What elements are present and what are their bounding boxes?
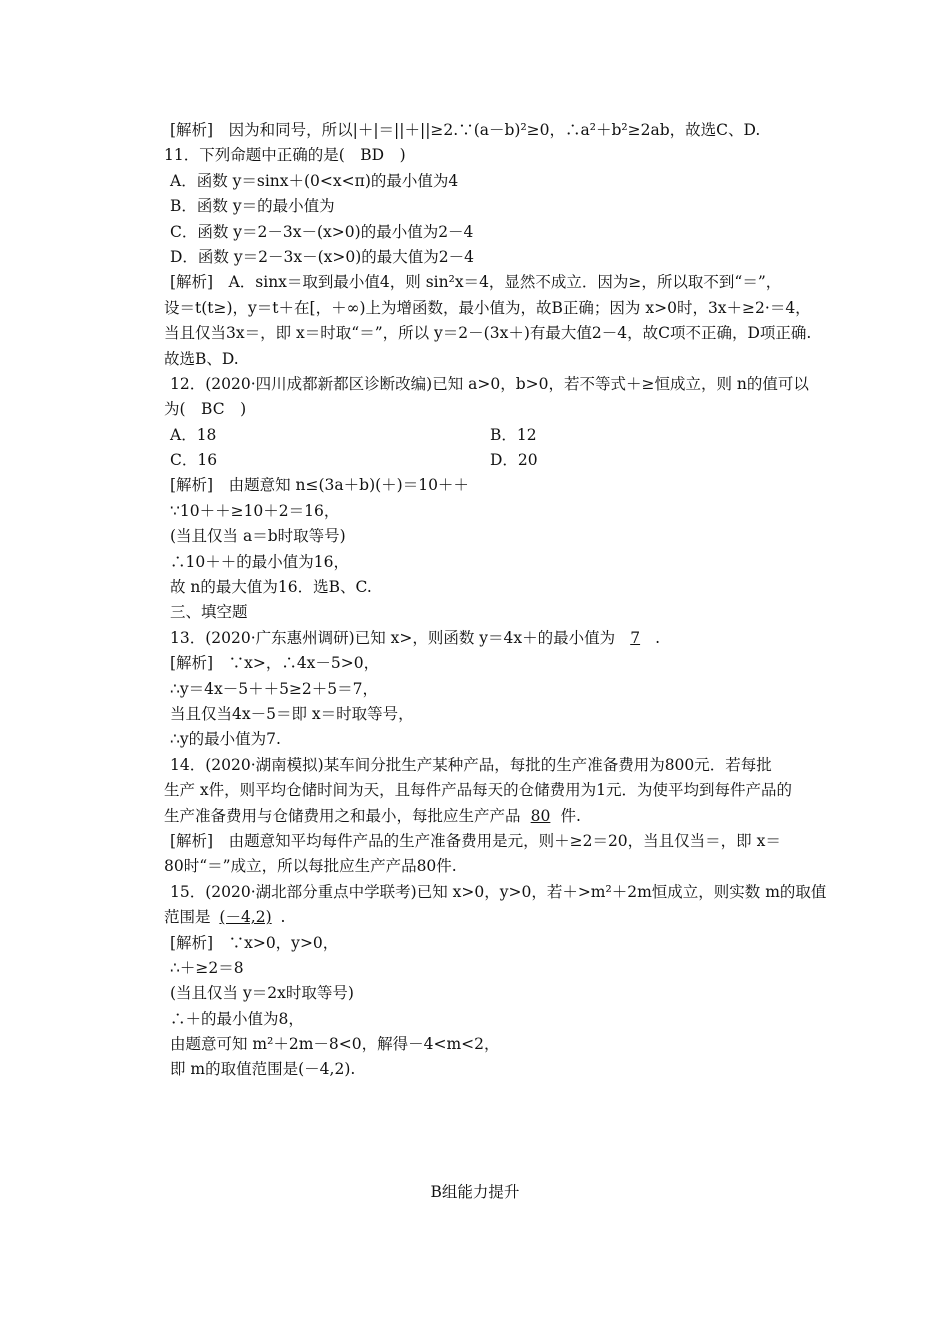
analysis-10: [解析] 因为和同号，所以|＋|＝||＋||≥2.∵(a－b)²≥0，∴a²＋b²≥2ab，故选C、D. (170, 121, 761, 139)
options-12-row2 (170, 448, 820, 473)
option-12-b: B．12 (490, 425, 537, 444)
section-title: B组能力提升 (430, 1183, 520, 1201)
analysis-14-line2: 80时“＝”成立，所以每批应生产产品80件. (164, 857, 457, 876)
analysis-11-line2: 设＝t(t≥)，y＝t＋在[，＋∞)上为增函数，最小值为，故B正确；因为 x>0时，3x＋≥2·＝4， (164, 298, 811, 317)
question-15-text: 范围是 (164, 908, 211, 927)
analysis-15-line3: (当且仅当 y＝2x时取等号) (170, 984, 354, 1003)
option-12-c: C．16 (170, 451, 218, 470)
option-11-a: A．函数 y＝sinx＋(0<x<π)的最小值为4 (170, 171, 459, 190)
analysis-13-line1: [解析] ∵x>，∴4x－5>0， (170, 654, 380, 673)
question-15-suffix: . (280, 908, 286, 927)
analysis-15-line4: ∴＋的最小值为8， (170, 1009, 304, 1028)
analysis-15-line1: [解析] ∵x>0，y>0， (170, 933, 339, 952)
analysis-13-line4: ∴y的最小值为7. (170, 730, 281, 749)
question-14-line3 (164, 804, 820, 829)
question-15-line1: 15．(2020·湖北部分重点中学联考)已知 x>0，y>0，若＋>m²＋2m恒成立，则实数 m的取值 (170, 882, 827, 901)
question-12-line2: 为( BC ) (164, 400, 247, 419)
question-14-line2: 生产 x件，则平均仓储时间为天，且每件产品每天的仓储费用为1元．为使平均到每件产品的 (164, 781, 793, 800)
analysis-15-line5: 由题意可知 m²＋2m－8<0，解得－4<m<2， (170, 1035, 500, 1054)
analysis-15-line2: ∴＋≥2＝8 (170, 958, 244, 977)
question-15-answer: (－4,2) (219, 908, 272, 927)
document-body (164, 118, 827, 1083)
question-13-suffix: . (655, 628, 661, 647)
analysis-12-line3: (当且仅当 a＝b时取等号) (170, 527, 346, 546)
analysis-11-line4: 故选B、D. (164, 349, 239, 368)
option-12-a: A．18 (170, 425, 217, 444)
question-14-answer: 80 (530, 806, 551, 825)
analysis-12-line5: 故 n的最大值为16．选B、C. (170, 578, 372, 597)
option-11-c: C．函数 y＝2－3x－(x>0)的最小值为2－4 (170, 222, 474, 241)
option-12-d: D．20 (490, 451, 538, 470)
option-11-b: B．函数 y＝的最小值为 (170, 197, 335, 216)
analysis-11-line1: [解析] A．sinx＝取到最小值4，则 sin²x＝4，显然不成立．因为≥，所以取不到“＝”， (170, 273, 782, 292)
analysis-12-line4: ∴10＋＋的最小值为16， (170, 552, 349, 571)
analysis-13-line3: 当且仅当4x－5＝即 x＝时取等号， (170, 704, 414, 723)
question-15-line2 (164, 905, 820, 930)
analysis-12-line1: [解析] 由题意知 n≤(3a＋b)(＋)＝10＋＋ (170, 476, 469, 495)
analysis-11-line3: 当且仅当3x＝，即 x＝时取“＝”，所以 y＝2－(3x＋)有最大值2－4，故C项不正确，D项正确. (164, 324, 812, 343)
question-13-text: 13．(2020·广东惠州调研)已知 x>，则函数 y＝4x＋的最小值为 (170, 628, 616, 647)
option-11-d: D．函数 y＝2－3x－(x>0)的最大值为2－4 (170, 247, 474, 266)
question-13 (170, 626, 820, 651)
section-fill-in: 三、填空题 (170, 603, 248, 622)
analysis-14-line1: [解析] 由题意知平均每件产品的生产准备费用是元，则＋≥2＝20，当且仅当＝，即 x＝ (170, 831, 781, 850)
analysis-13-line2: ∴y＝4x－5＋＋5≥2＋5＝7， (170, 679, 379, 698)
question-12-line1: 12．(2020·四川成都新都区诊断改编)已知 a>0，b>0，若不等式＋≥恒成立，则 n的值可以 (170, 374, 809, 393)
question-11: 11．下列命题中正确的是( BD ) (164, 146, 406, 165)
options-12-row1 (170, 423, 820, 448)
analysis-15-line6: 即 m的取值范围是(－4,2). (170, 1060, 356, 1079)
question-13-answer: 7 (630, 628, 641, 647)
question-14-text: 生产准备费用与仓储费用之和最小，每批应生产产品 (164, 806, 521, 825)
analysis-12-line2: ∵10＋＋≥10＋2＝16， (170, 501, 340, 520)
question-14-suffix: 件. (560, 806, 581, 825)
question-14-line1: 14．(2020·湖南模拟)某车间分批生产某种产品，每批的生产准备费用为800元．若每批 (170, 755, 772, 774)
